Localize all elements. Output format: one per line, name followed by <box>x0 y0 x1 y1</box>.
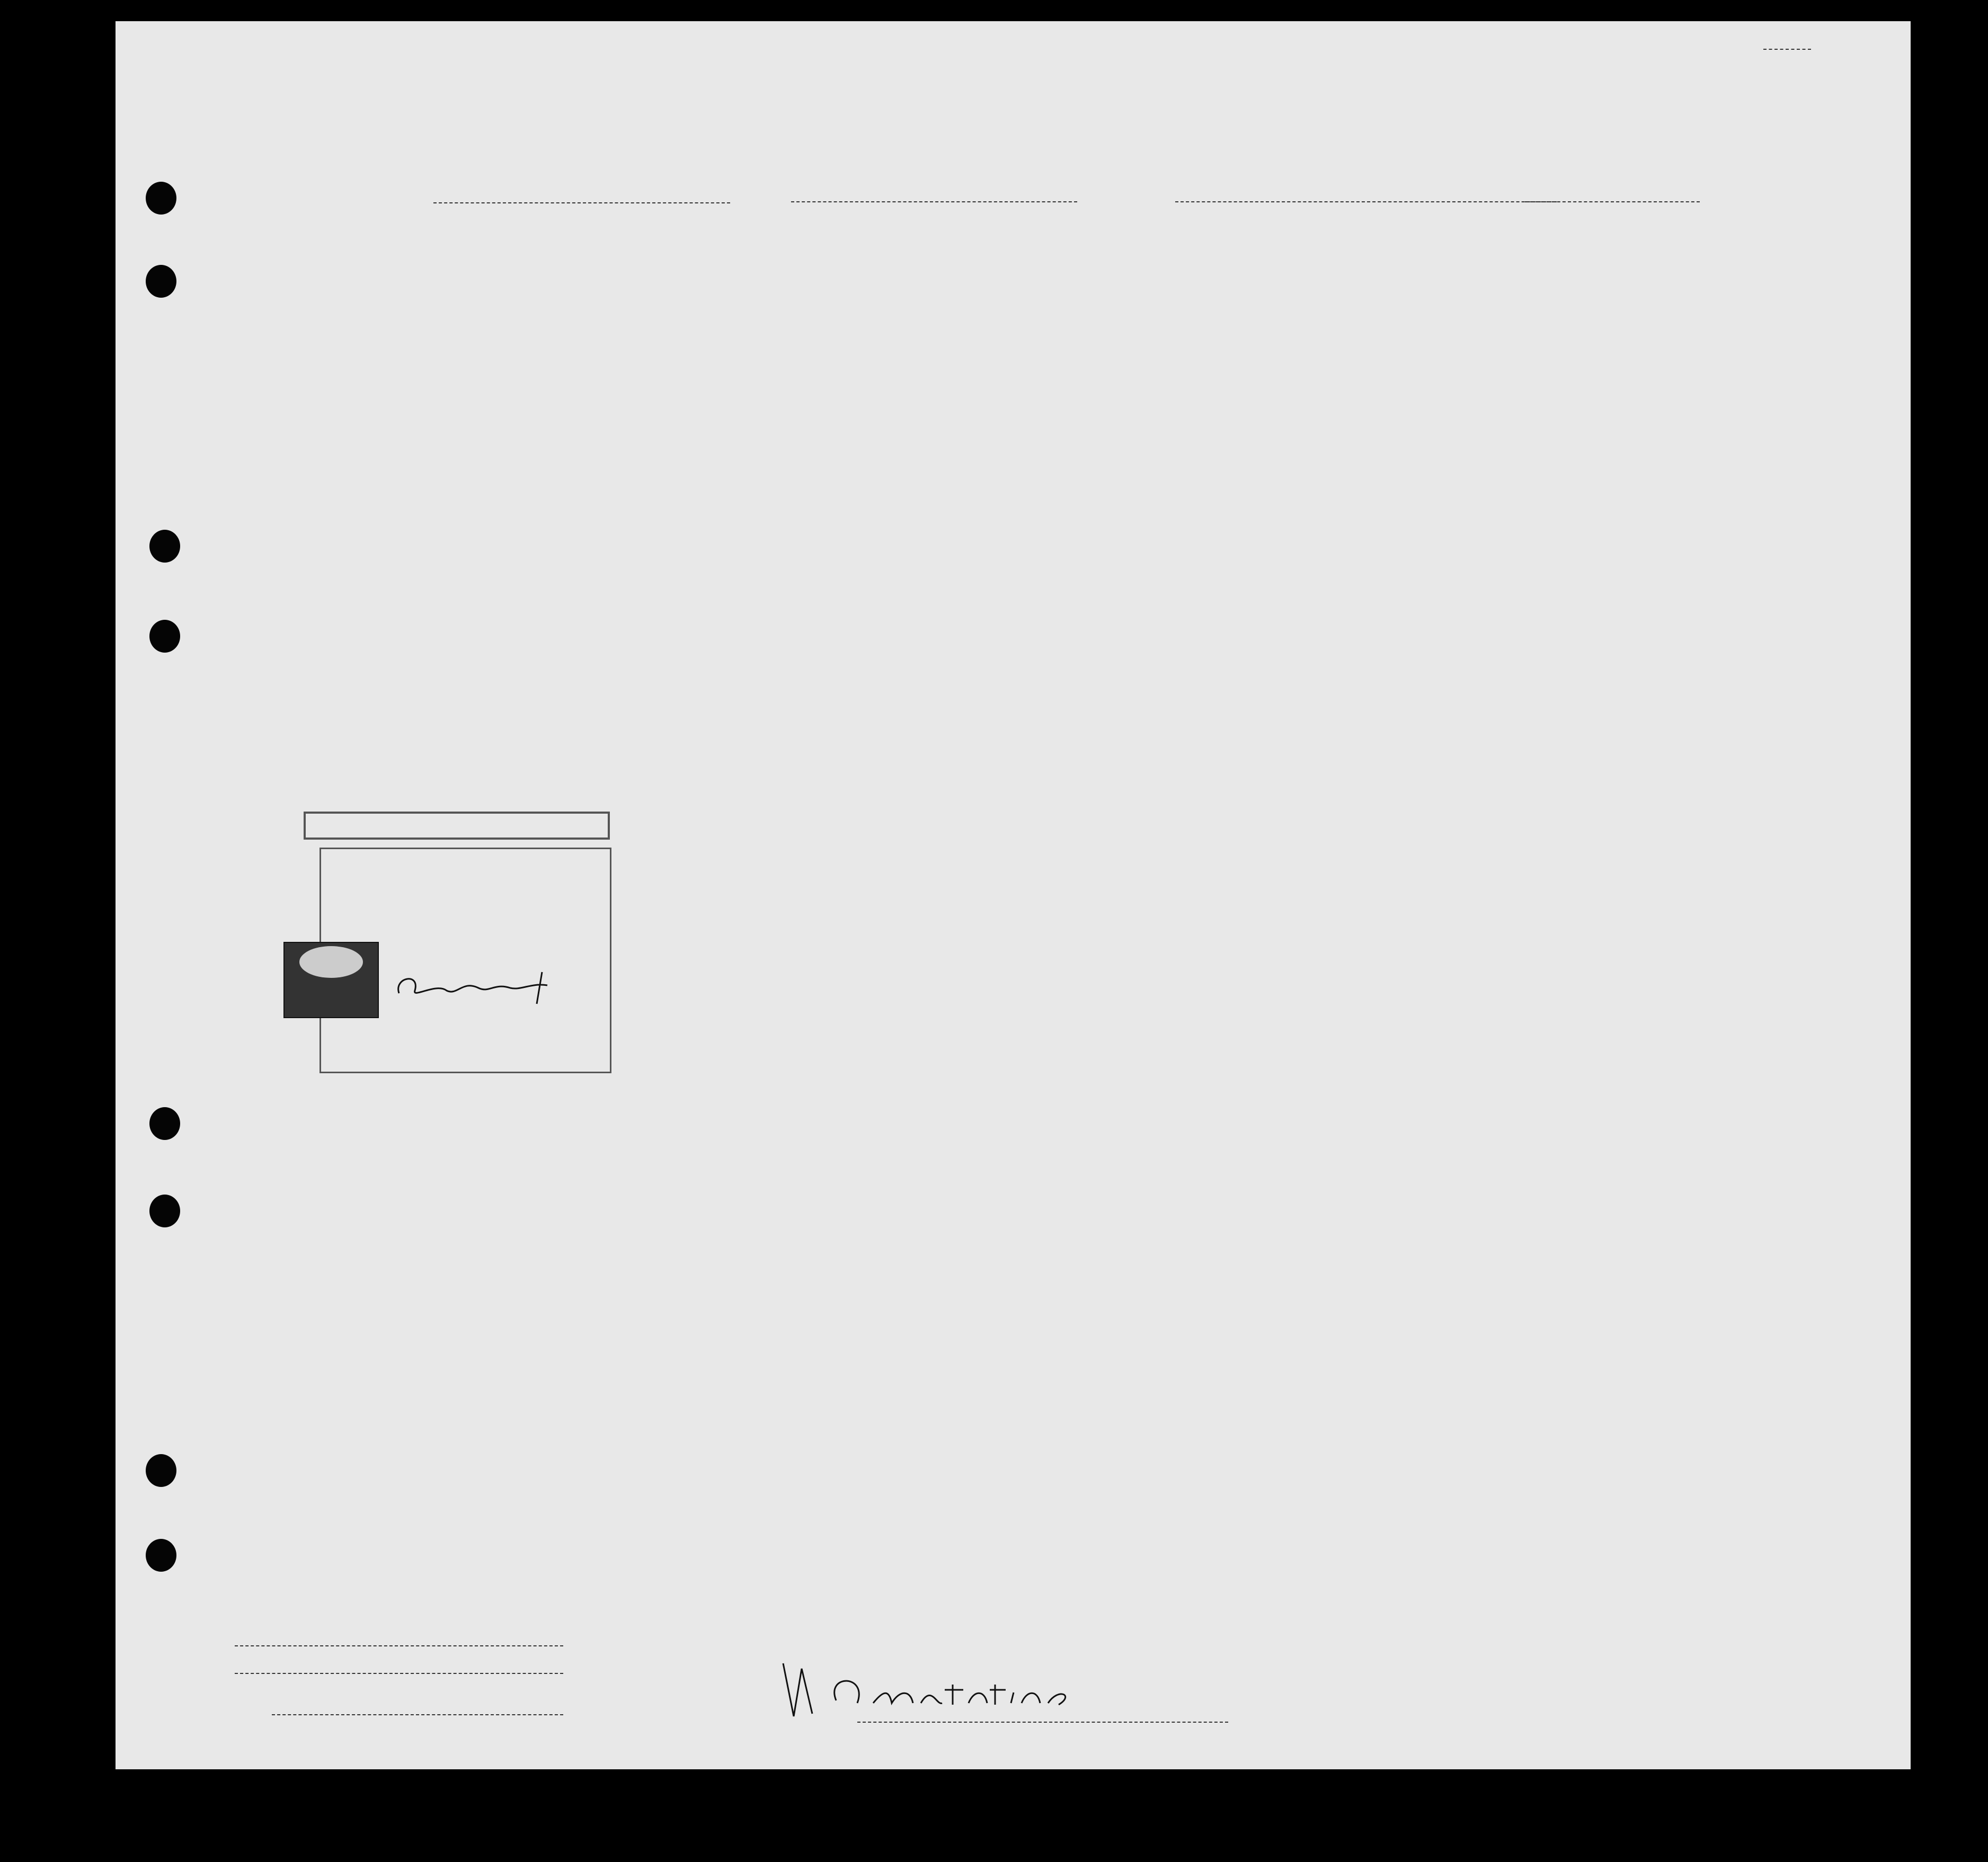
closed-stamp <box>304 812 610 840</box>
punch-hole <box>149 1195 180 1227</box>
punch-hole <box>146 1454 176 1487</box>
punch-hole <box>149 1107 180 1140</box>
punch-hole <box>146 182 176 215</box>
line-value <box>235 1645 563 1646</box>
fee-amount <box>299 946 363 978</box>
agents-line <box>272 1714 563 1715</box>
owners-value <box>235 1673 563 1674</box>
inspector-signature <box>762 1653 1090 1727</box>
punch-hole <box>149 620 180 653</box>
manifest-paper <box>116 21 1911 1769</box>
punch-hole <box>146 1539 176 1572</box>
punch-hole <box>146 265 176 298</box>
punch-hole <box>149 530 180 563</box>
inspector-line <box>857 1722 1228 1723</box>
fee-stamp <box>283 942 379 1018</box>
consul-signature <box>388 967 553 1009</box>
